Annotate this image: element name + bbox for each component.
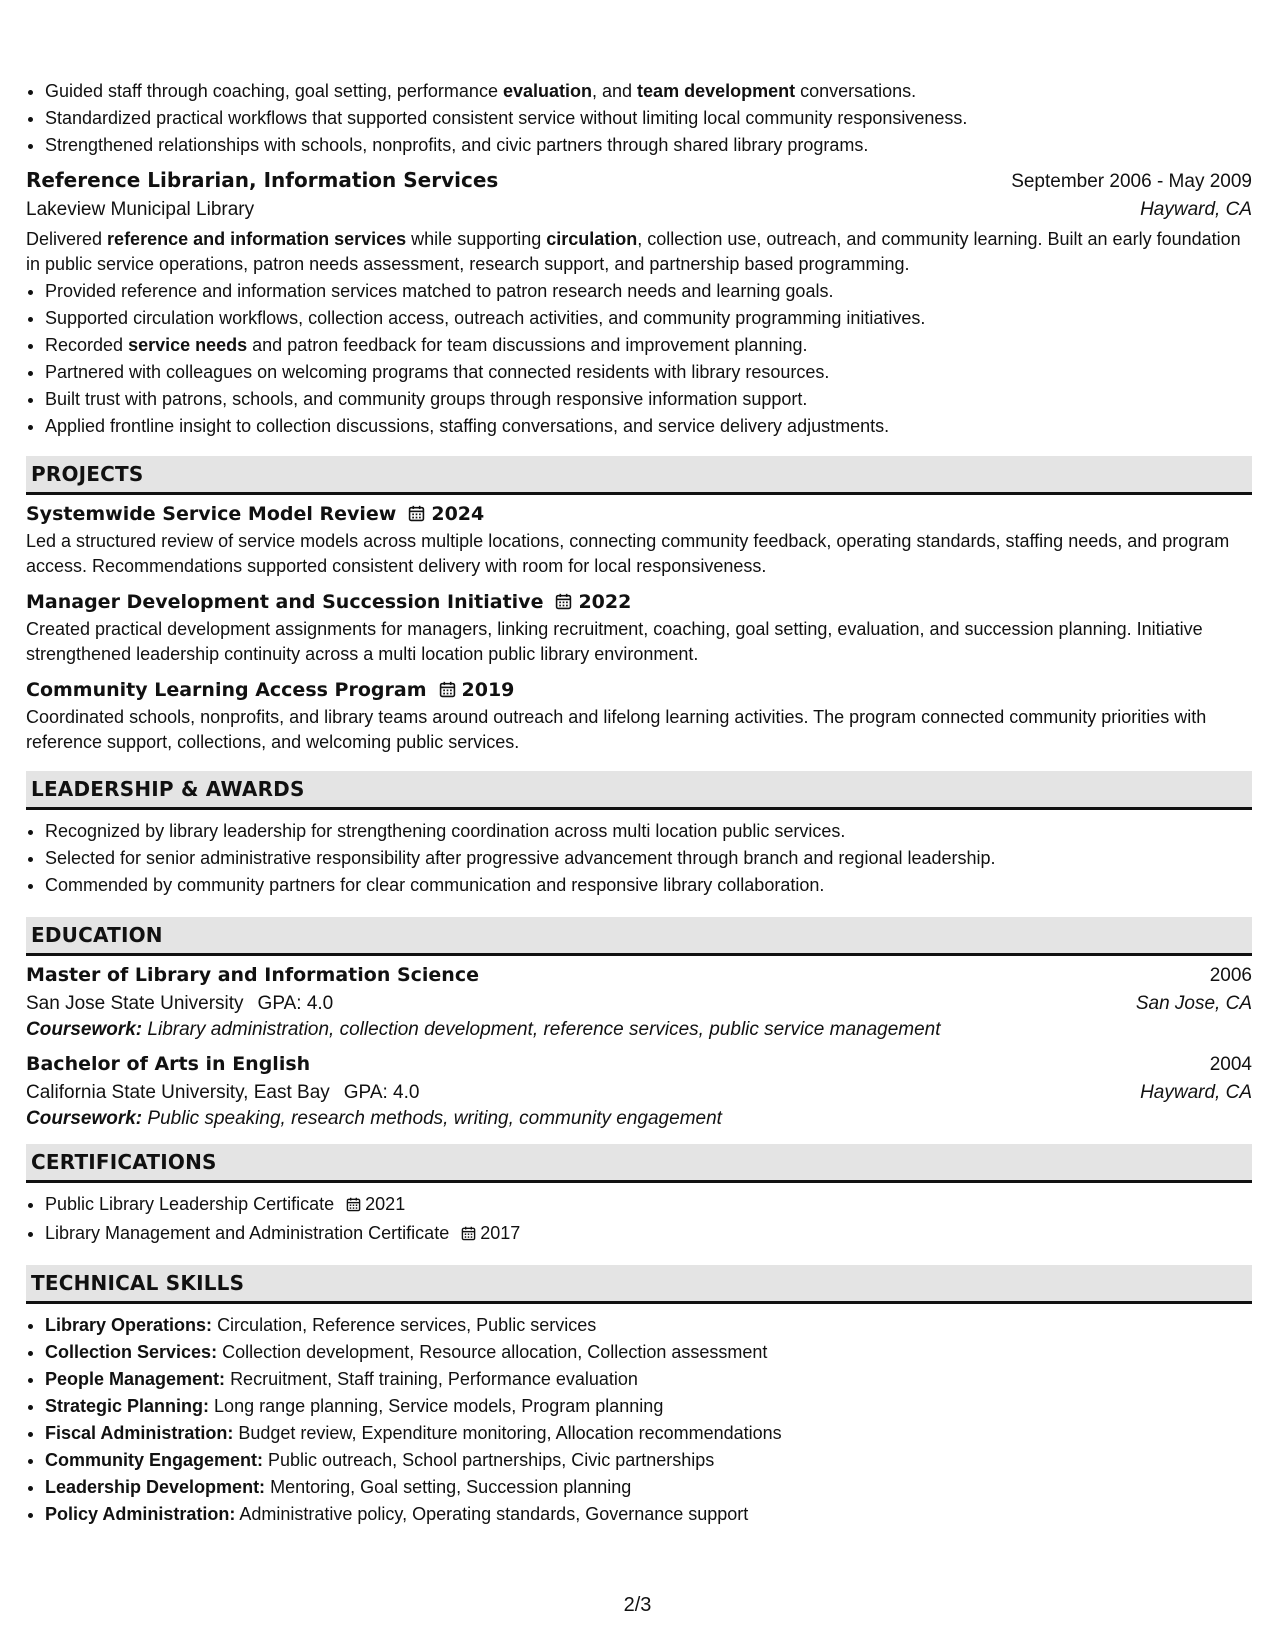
section-header-education bbox=[26, 917, 1252, 956]
bullet-item bbox=[45, 105, 1252, 132]
bullet-item bbox=[45, 413, 1252, 440]
skills-list bbox=[26, 1312, 1252, 1528]
award-item: • Selected for senior administrative responsibility after progressive advancement through branch and regional leadership. bbox=[45, 845, 1252, 872]
skill-item bbox=[45, 1393, 1252, 1420]
skill-item bbox=[45, 1420, 1252, 1447]
text-run: Strengthened relationships with schools, nonprofits, and civic partners through shared library programs. bbox=[45, 135, 869, 155]
coursework-label: Coursework: bbox=[26, 1108, 143, 1129]
text-run: Delivered bbox=[26, 229, 108, 249]
project-title: Manager Development and Succession Initiative bbox=[26, 591, 544, 613]
skill-label: Community Engagement: bbox=[45, 1450, 264, 1470]
graduation-year: 2006 bbox=[1209, 965, 1252, 986]
project-title: Community Learning Access Program bbox=[26, 679, 427, 701]
award-item: • Commended by community partners for clear communication and responsive library collaboration. bbox=[45, 872, 1252, 899]
bullet-item bbox=[45, 386, 1252, 413]
section-title: CERTIFICATIONS bbox=[31, 1150, 217, 1174]
skill-item bbox=[45, 1312, 1252, 1339]
education-item bbox=[26, 1053, 1252, 1130]
education-header bbox=[26, 1053, 1252, 1076]
graduation-year: 2004 bbox=[1209, 1054, 1252, 1075]
text-run: , and bbox=[592, 81, 638, 101]
previous-job-bullets bbox=[26, 78, 1252, 159]
bullet-item bbox=[45, 78, 1252, 105]
skill-label: Policy Administration: bbox=[45, 1504, 236, 1524]
coursework-label: Coursework: bbox=[26, 1019, 143, 1040]
coursework-value: Library administration, collection development, reference services, public service management bbox=[147, 1019, 941, 1040]
job-subheader bbox=[26, 199, 1252, 221]
skill-value: Recruitment, Staff training, Performance evaluation bbox=[230, 1369, 638, 1389]
project-header bbox=[26, 503, 1252, 527]
text-run: Standardized practical workflows that supported consistent service without limiting local community responsiveness. bbox=[45, 108, 968, 128]
school-line bbox=[26, 993, 333, 1015]
section-title: TECHNICAL SKILLS bbox=[31, 1271, 245, 1295]
skill-value: Budget review, Expenditure monitoring, Allocation recommendations bbox=[238, 1423, 782, 1443]
skill-value: Collection development, Resource allocation, Collection assessment bbox=[222, 1342, 768, 1362]
education-subheader bbox=[26, 1082, 1252, 1104]
education-item bbox=[26, 964, 1252, 1041]
job-bullets bbox=[26, 278, 1252, 440]
bold-text: team development bbox=[637, 81, 796, 101]
section-header-certifications bbox=[26, 1144, 1252, 1183]
project-description: Created practical development assignments for managers, linking recruitment, coaching, goal setting, evaluation, and succession planning. Initiative strengthened leadership continuity across a multi location public library environment. bbox=[26, 619, 1203, 664]
certification-item bbox=[45, 1191, 1252, 1220]
bold-text: evaluation bbox=[502, 81, 592, 101]
education-list bbox=[26, 964, 1252, 1130]
project-title: Systemwide Service Model Review bbox=[26, 503, 397, 525]
text-run: conversations. bbox=[795, 81, 917, 101]
certifications-list bbox=[26, 1191, 1252, 1249]
education-subheader bbox=[26, 993, 1252, 1015]
company-name: Lakeview Municipal Library bbox=[26, 199, 255, 220]
project-year: 2022 bbox=[578, 591, 632, 613]
section-title: PROJECTS bbox=[31, 462, 144, 486]
job-location: Hayward, CA bbox=[1140, 199, 1252, 220]
certification-item bbox=[45, 1220, 1252, 1249]
coursework-value: Public speaking, research methods, writing, community engagement bbox=[147, 1108, 722, 1129]
job-title: Reference Librarian, Information Services bbox=[26, 168, 499, 192]
text-run: Guided staff through coaching, goal setting, performance bbox=[45, 81, 503, 101]
school-line bbox=[26, 1082, 419, 1104]
skill-label: Library Operations: bbox=[45, 1315, 213, 1335]
skill-label: Collection Services: bbox=[45, 1342, 218, 1362]
bullet-item bbox=[45, 332, 1252, 359]
school-name: California State University, East Bay bbox=[26, 1082, 330, 1103]
calendar-icon bbox=[461, 1222, 476, 1249]
education-header bbox=[26, 964, 1252, 987]
skill-label: Strategic Planning: bbox=[45, 1396, 210, 1416]
project-item bbox=[26, 503, 1252, 579]
text-run: Partnered with colleagues on welcoming programs that connected residents with library resources. bbox=[45, 362, 830, 382]
bold-text: service needs bbox=[128, 335, 248, 355]
text-run: while supporting bbox=[406, 229, 547, 249]
section-title: EDUCATION bbox=[31, 923, 163, 947]
certification-name: Public Library Leadership Certificate bbox=[45, 1194, 335, 1214]
job-dates: September 2006 - May 2009 bbox=[1011, 171, 1252, 192]
section-title: LEADERSHIP & AWARDS bbox=[31, 777, 305, 801]
text-run: and patron feedback for team discussions and improvement planning. bbox=[247, 335, 808, 355]
section-header-skills bbox=[26, 1265, 1252, 1304]
text-run: Recorded bbox=[45, 335, 129, 355]
gpa: GPA: 4.0 bbox=[343, 1082, 420, 1103]
calendar-icon bbox=[408, 505, 425, 527]
skill-value: Mentoring, Goal setting, Succession planning bbox=[270, 1477, 632, 1497]
bullet-item bbox=[45, 359, 1252, 386]
bullet-item bbox=[45, 278, 1252, 305]
calendar-icon bbox=[439, 681, 456, 703]
job-header bbox=[26, 168, 1252, 193]
school-location: San Jose, CA bbox=[1135, 993, 1252, 1014]
page-number: 2/3 bbox=[623, 1594, 652, 1616]
project-item bbox=[26, 591, 1252, 667]
project-header bbox=[26, 591, 1252, 615]
project-year: 2019 bbox=[461, 679, 515, 701]
skill-item bbox=[45, 1501, 1252, 1528]
bullet-item bbox=[45, 305, 1252, 332]
section-header-awards bbox=[26, 771, 1252, 810]
calendar-icon bbox=[555, 593, 572, 615]
bullet-item bbox=[45, 132, 1252, 159]
resume-page bbox=[26, 78, 1252, 1528]
gpa: GPA: 4.0 bbox=[257, 993, 334, 1014]
skill-item bbox=[45, 1366, 1252, 1393]
school-location: Hayward, CA bbox=[1140, 1082, 1252, 1103]
job-entry bbox=[26, 168, 1252, 440]
degree: Master of Library and Information Science bbox=[26, 964, 479, 986]
skill-label: Fiscal Administration: bbox=[45, 1423, 234, 1443]
calendar-icon bbox=[346, 1193, 361, 1220]
project-description: Led a structured review of service models across multiple locations, connecting community feedback, operating standards, staffing needs, and program access. Recommendations supported consistent delivery with room for local responsiveness. bbox=[26, 531, 1230, 576]
skill-value: Long range planning, Service models, Program planning bbox=[214, 1396, 664, 1416]
job-description bbox=[26, 227, 1252, 277]
projects-list bbox=[26, 503, 1252, 755]
coursework bbox=[26, 1108, 1252, 1130]
project-item bbox=[26, 679, 1252, 755]
certification-year: 2017 bbox=[480, 1223, 521, 1243]
skill-item bbox=[45, 1447, 1252, 1474]
degree: Bachelor of Arts in English bbox=[26, 1053, 311, 1075]
section-header-projects bbox=[26, 456, 1252, 495]
school-name: San Jose State University bbox=[26, 993, 244, 1014]
skill-value: Circulation, Reference services, Public services bbox=[217, 1315, 597, 1335]
text-run: Applied frontline insight to collection discussions, staffing conversations, and service delivery adjustments. bbox=[45, 416, 890, 436]
project-header bbox=[26, 679, 1252, 703]
text-run: , collection use, outreach, and community learning. Built an early foundation in public service operations, patron needs assessment, research support, and partnership based programming. bbox=[26, 229, 1241, 274]
skill-item bbox=[45, 1474, 1252, 1501]
project-description: Coordinated schools, nonprofits, and library teams around outreach and lifelong learning activities. The program connected community priorities with reference support, collections, and welcoming public services. bbox=[26, 707, 1207, 752]
skill-value: Public outreach, School partnerships, Civic partnerships bbox=[268, 1450, 715, 1470]
skill-value: Administrative policy, Operating standards, Governance support bbox=[239, 1504, 749, 1524]
project-year: 2024 bbox=[431, 503, 485, 525]
text-run: Supported circulation workflows, collection access, outreach activities, and community programming initiatives. bbox=[45, 308, 926, 328]
bold-text: circulation bbox=[546, 229, 638, 249]
skill-label: Leadership Development: bbox=[45, 1477, 266, 1497]
awards-list bbox=[26, 818, 1252, 899]
certification-year: 2021 bbox=[365, 1194, 406, 1214]
certification-name: Library Management and Administration Certificate bbox=[45, 1223, 450, 1243]
award-item: • Recognized by library leadership for strengthening coordination across multi location public services. bbox=[45, 818, 1252, 845]
skill-item bbox=[45, 1339, 1252, 1366]
text-run: Provided reference and information services matched to patron research needs and learning goals. bbox=[45, 281, 834, 301]
coursework bbox=[26, 1019, 1252, 1041]
bold-text: reference and information services bbox=[107, 229, 407, 249]
skill-label: People Management: bbox=[45, 1369, 226, 1389]
text-run: Built trust with patrons, schools, and community groups through responsive information support. bbox=[45, 389, 808, 409]
